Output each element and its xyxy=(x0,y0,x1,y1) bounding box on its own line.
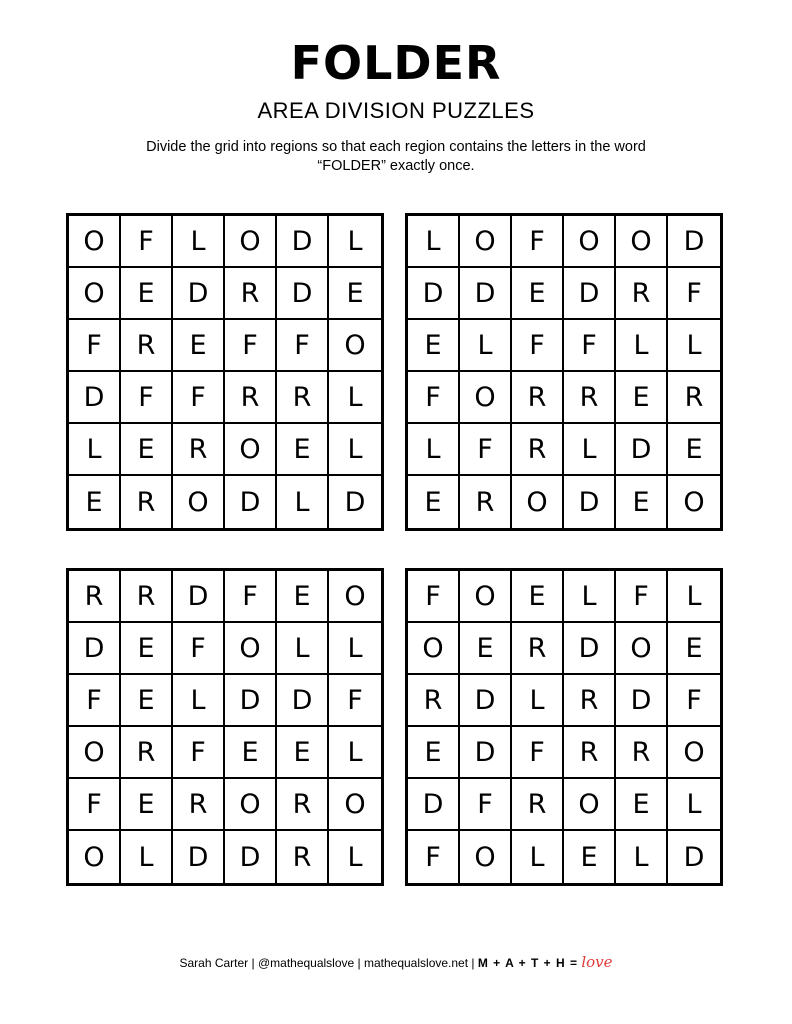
grid-cell: E xyxy=(616,779,668,831)
grid-cell: O xyxy=(460,372,512,424)
grid-cell: F xyxy=(564,320,616,372)
grid-cell: R xyxy=(512,623,564,675)
grid-cell: R xyxy=(121,571,173,623)
grid-cell: O xyxy=(616,216,668,268)
grid-cell: D xyxy=(564,623,616,675)
puzzle-grid-1 xyxy=(66,213,384,531)
grid-cell: D xyxy=(225,831,277,883)
instructions: Divide the grid into regions so that each region contains the letters in the word “FOLDER” exactly once. xyxy=(146,139,646,174)
grid-cell: E xyxy=(277,571,329,623)
footer xyxy=(0,954,792,971)
grid-cell: D xyxy=(225,675,277,727)
grid-cell: D xyxy=(668,216,720,268)
grid-cell: L xyxy=(408,216,460,268)
grid-cell: L xyxy=(460,320,512,372)
grid-cell: L xyxy=(668,779,720,831)
grid-cell: L xyxy=(173,216,225,268)
grid-cell: E xyxy=(616,372,668,424)
grid-cell: F xyxy=(408,831,460,883)
grid-cell: L xyxy=(329,372,381,424)
grid-cell: O xyxy=(408,623,460,675)
grid-cell: F xyxy=(460,424,512,476)
grid-cell: E xyxy=(121,268,173,320)
grid-cell: E xyxy=(512,571,564,623)
grid-cell: D xyxy=(408,779,460,831)
grid-cell: R xyxy=(512,424,564,476)
puzzle-grid-2 xyxy=(405,213,723,531)
grid-cell: L xyxy=(173,675,225,727)
grid-cell: F xyxy=(225,320,277,372)
grid-cell: F xyxy=(121,216,173,268)
grid-cell: E xyxy=(408,476,460,528)
grid-cell: L xyxy=(329,424,381,476)
footer-love-logo: love xyxy=(581,953,613,971)
grid-cell: L xyxy=(277,476,329,528)
footer-credits: Sarah Carter | @mathequalslove | mathequalslove.net | xyxy=(179,956,478,970)
grid-cell: O xyxy=(69,268,121,320)
grid-cell: D xyxy=(277,268,329,320)
grid-cell: O xyxy=(69,727,121,779)
grid-cell: L xyxy=(616,320,668,372)
grid-cell: R xyxy=(277,831,329,883)
grid-cell: E xyxy=(512,268,564,320)
grid-cell: D xyxy=(408,268,460,320)
grid-cell: L xyxy=(121,831,173,883)
grid-cell: O xyxy=(225,216,277,268)
grid-cell: E xyxy=(277,424,329,476)
grid-cell: R xyxy=(173,424,225,476)
grid-cell: O xyxy=(460,831,512,883)
grid-cell: F xyxy=(69,320,121,372)
grid-cell: L xyxy=(329,216,381,268)
grid-cell: O xyxy=(512,476,564,528)
grid-cell: E xyxy=(616,476,668,528)
grid-cell: L xyxy=(668,320,720,372)
grid-cell: O xyxy=(225,623,277,675)
grid-cell: D xyxy=(69,372,121,424)
grid-cell: F xyxy=(512,320,564,372)
grid-cell: E xyxy=(668,424,720,476)
grid-cell: R xyxy=(277,779,329,831)
grid-cell: E xyxy=(121,675,173,727)
grid-cell: E xyxy=(173,320,225,372)
grid-cell: D xyxy=(173,268,225,320)
footer-brand: M + A + T + H = xyxy=(477,956,578,970)
page-title: FOLDER xyxy=(290,36,502,90)
grid-cell: D xyxy=(616,675,668,727)
grid-cell: D xyxy=(225,476,277,528)
grid-cell: R xyxy=(121,727,173,779)
grid-cell: O xyxy=(564,779,616,831)
grid-cell: L xyxy=(347,841,363,873)
grid-cell: F xyxy=(512,727,564,779)
grid-cell: E xyxy=(408,320,460,372)
grid-cell: O xyxy=(329,320,381,372)
puzzle-grid-3 xyxy=(66,568,384,886)
grid-cell: O xyxy=(460,216,512,268)
grid-cell: E xyxy=(225,727,277,779)
grid-cell: R xyxy=(121,320,173,372)
grid-cell: D xyxy=(277,675,329,727)
grid-cell: E xyxy=(408,727,460,779)
grid-cell: F xyxy=(173,623,225,675)
grid-cell: F xyxy=(460,779,512,831)
grid-cell: F xyxy=(329,675,381,727)
grid-cell: F xyxy=(173,372,225,424)
puzzle-grid-4 xyxy=(405,568,723,886)
grid-cell: F xyxy=(408,571,460,623)
grid-cell: R xyxy=(668,372,720,424)
grid-cell: L xyxy=(616,831,668,883)
grid-cell: E xyxy=(329,268,381,320)
grid-cell: O xyxy=(329,571,381,623)
grid-cell: D xyxy=(683,841,705,873)
grid-cell: E xyxy=(121,779,173,831)
grid-cell: F xyxy=(616,571,668,623)
grid-cell: D xyxy=(344,486,366,518)
grid-cell: F xyxy=(668,675,720,727)
grid-cell: R xyxy=(225,372,277,424)
grid-cell: E xyxy=(277,727,329,779)
grid-cell: R xyxy=(512,779,564,831)
grid-cell: O xyxy=(460,571,512,623)
grid-cell: O xyxy=(69,831,121,883)
grid-cell: R xyxy=(408,675,460,727)
grid-cell: L xyxy=(329,623,381,675)
grid-cell: F xyxy=(69,779,121,831)
grid-cell: R xyxy=(564,372,616,424)
grid-cell: R xyxy=(564,675,616,727)
grid-cell: O xyxy=(225,779,277,831)
grid-cell: O xyxy=(668,727,720,779)
grid-cell: D xyxy=(69,623,121,675)
grid-cell: R xyxy=(173,779,225,831)
grid-cell: R xyxy=(460,476,512,528)
page-subtitle: AREA DIVISION PUZZLES xyxy=(257,98,535,123)
grid-cell: R xyxy=(277,372,329,424)
grid-cell: R xyxy=(616,268,668,320)
grid-cell: D xyxy=(460,675,512,727)
grid-cell: D xyxy=(173,571,225,623)
grid-cell: F xyxy=(668,268,720,320)
grid-cell: O xyxy=(329,779,381,831)
grid-cell: R xyxy=(225,268,277,320)
grid-cell: F xyxy=(408,372,460,424)
grid-cell: F xyxy=(277,320,329,372)
grid-cell: E xyxy=(564,831,616,883)
grid-cell: R xyxy=(564,727,616,779)
grid-cell: L xyxy=(512,675,564,727)
grid-cell: F xyxy=(512,216,564,268)
grid-cell: L xyxy=(277,623,329,675)
grid-cell: R xyxy=(69,571,121,623)
grid-cell: L xyxy=(564,424,616,476)
grid-cell: R xyxy=(616,727,668,779)
grid-cell: O xyxy=(69,216,121,268)
grid-cell: E xyxy=(69,476,121,528)
grid-cell: D xyxy=(173,831,225,883)
grid-cell: F xyxy=(69,675,121,727)
grid-cell: E xyxy=(121,424,173,476)
grid-cell: D xyxy=(460,268,512,320)
grid-cell: L xyxy=(668,571,720,623)
grid-cell: D xyxy=(277,216,329,268)
grid-cell: F xyxy=(121,372,173,424)
grid-cell: L xyxy=(408,424,460,476)
grid-cell: O xyxy=(683,486,705,518)
grid-cell: O xyxy=(173,476,225,528)
grid-cell: R xyxy=(121,476,173,528)
grid-cell: L xyxy=(512,831,564,883)
grid-cell: F xyxy=(225,571,277,623)
grid-cell: E xyxy=(668,623,720,675)
grid-cell: E xyxy=(460,623,512,675)
grid-cell: R xyxy=(512,372,564,424)
grid-cell: O xyxy=(564,216,616,268)
grid-cell: L xyxy=(69,424,121,476)
grid-cell: L xyxy=(329,727,381,779)
grid-cell: O xyxy=(225,424,277,476)
grid-cell: D xyxy=(564,268,616,320)
grid-cell: D xyxy=(616,424,668,476)
grid-cell: O xyxy=(616,623,668,675)
grid-cell: L xyxy=(564,571,616,623)
grid-cell: D xyxy=(460,727,512,779)
grid-cell: F xyxy=(173,727,225,779)
grid-cell: D xyxy=(564,476,616,528)
grid-cell: E xyxy=(121,623,173,675)
